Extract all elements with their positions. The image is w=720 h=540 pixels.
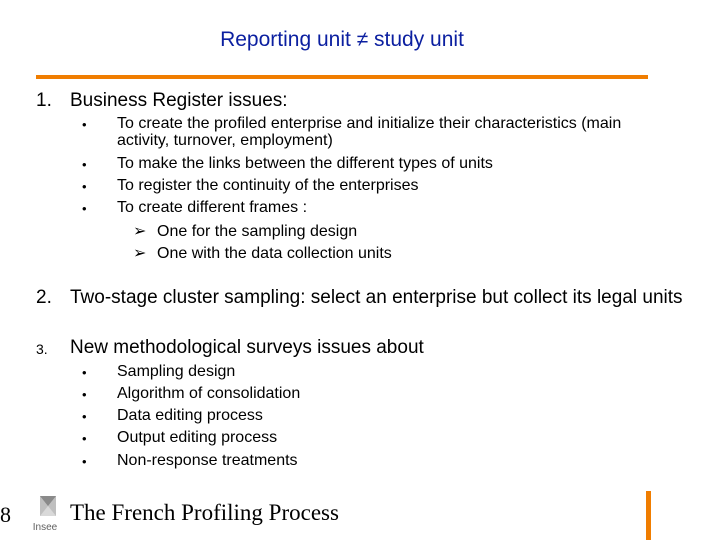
sub-list-item — [133, 221, 357, 241]
bullet-text-continued: activity, turnover, employment) — [117, 132, 333, 149]
bullet-text: Sampling design — [117, 363, 236, 380]
bullet-text: Output editing process — [117, 429, 278, 446]
bullet-icon: • — [82, 387, 87, 402]
section-1-text: Business Register issues: — [70, 90, 288, 111]
bullet-text: Non-response treatments — [117, 452, 298, 469]
bullet-icon: • — [82, 157, 87, 172]
bullet-icon: • — [82, 117, 87, 132]
bullet-text: To create different frames : — [117, 199, 308, 216]
section-1-number: 1. — [36, 90, 52, 111]
sub-item-text: One with the data collection units — [157, 245, 392, 262]
bullet-icon: • — [82, 365, 87, 380]
sub-item-text: One for the sampling design — [157, 223, 358, 240]
logo-text: Insee — [32, 522, 58, 533]
bullet-icon: • — [82, 431, 87, 446]
bullet-text: To create the profiled enterprise and initialize their characteristics (main — [117, 115, 622, 132]
slide-title: Reporting unit ≠ study unit — [220, 28, 464, 51]
insee-logo — [26, 494, 64, 534]
section-3-text: New methodological surveys issues about — [70, 337, 424, 358]
bullet-icon: • — [82, 201, 87, 216]
page-number: 8 — [0, 502, 11, 527]
section-2-text: Two-stage cluster sampling: select an enterprise but collect its legal units — [70, 287, 683, 308]
title-underline — [36, 75, 648, 79]
footer-accent-bar — [646, 491, 651, 540]
bullet-icon: • — [82, 179, 87, 194]
bullet-icon: • — [82, 409, 87, 424]
section-2-number: 2. — [36, 287, 52, 308]
arrow-bullet-icon: ➢ — [133, 245, 147, 262]
footer-title: The French Profiling Process — [70, 500, 339, 525]
bullet-text: Algorithm of consolidation — [117, 385, 301, 402]
section-3-number: 3. — [36, 341, 48, 357]
bullet-icon: • — [82, 454, 87, 469]
arrow-bullet-icon: ➢ — [133, 223, 147, 240]
bullet-text: To register the continuity of the enterprises — [117, 177, 419, 194]
sub-list-item — [133, 243, 392, 263]
bullet-text: To make the links between the different types of units — [117, 155, 493, 172]
bullet-text: Data editing process — [117, 407, 263, 424]
